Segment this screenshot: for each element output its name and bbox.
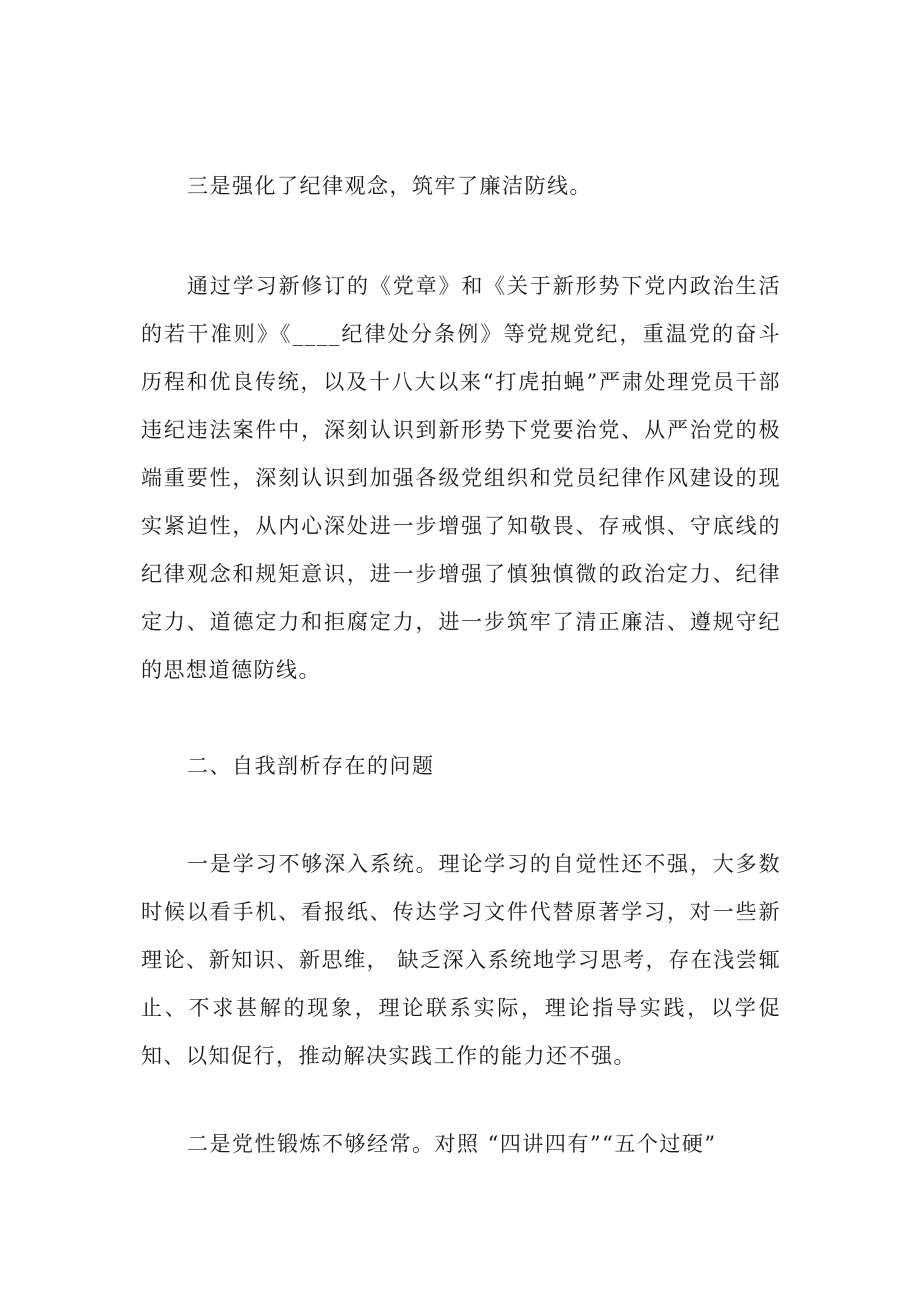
- paragraph-study-insufficient: 一是学习不够深入系统。理论学习的自觉性还不强，大多数时候以看手机、看报纸、传达学习文件代替原著学习，对一些新理论、新知识、新思维， 缺乏深入系统地学习思考，存在浅尝辄止、不求甚解的现象，理论联系实际，理论指导实践，以学促知、以知促行，推动解决实践工作的能力还不强。: [141, 852, 781, 1068]
- paragraph-party-spirit: 二是党性锻炼不够经常。对照 “四讲四有”“五个过硬”: [187, 1132, 717, 1156]
- section-heading-self-analysis: 二、自我剖析存在的问题: [187, 754, 435, 778]
- paragraph-discipline-heading: 三是强化了纪律观念，筑牢了廉洁防线。: [187, 174, 592, 198]
- paragraph-study-rules: 通过学习新修订的《党章》和《关于新形势下党内政治生活的若干准则》《____纪律处分条例》等党规党纪，重温党的奋斗历程和优良传统，以及十八大以来“打虎拍蝇”严肃处理党员干部违纪违法案件中，深刻认识到新形势下党要治党、从严治党的极端重要性，深刻认识到加强各级党组织和党员纪律作风建设的现实紧迫性，从内心深处进一步增强了知敬畏、存戒惧、守底线的纪律观念和规矩意识，进一步增强了慎独慎微的政治定力、纪律定力、道德定力和拒腐定力，进一步筑牢了清正廉洁、遵规守纪的思想道德防线。: [141, 274, 781, 682]
